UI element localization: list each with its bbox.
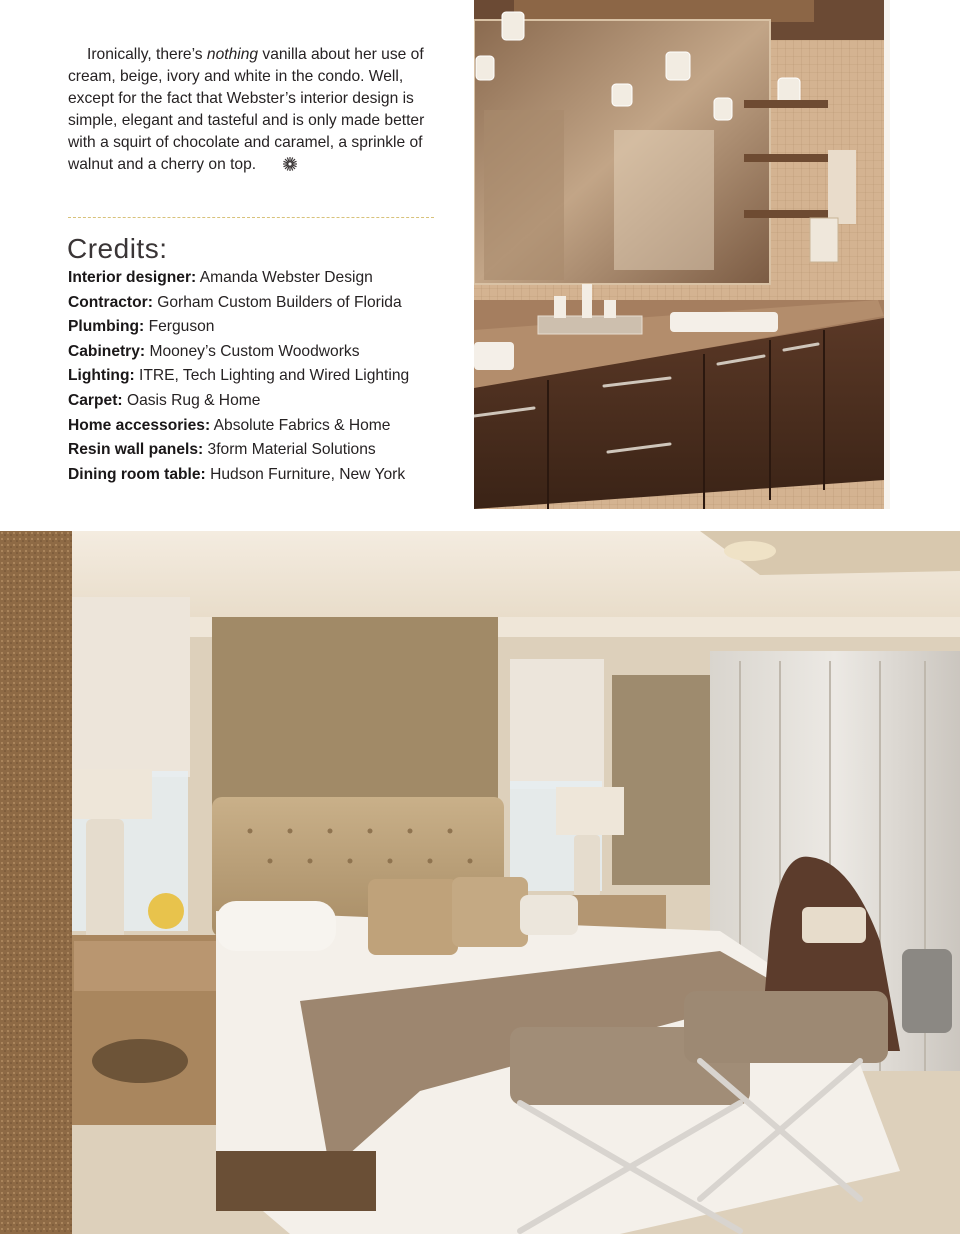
credit-item <box>68 364 468 389</box>
credit-value: Ferguson <box>148 318 215 336</box>
credit-label: Home accessories: <box>68 416 211 434</box>
credit-label: Cabinetry: <box>68 342 146 360</box>
credit-value: Absolute Fabrics & Home <box>213 416 391 434</box>
credits-list <box>68 266 468 487</box>
article-text-start: Ironically, there’s <box>87 46 207 63</box>
bedroom-photo <box>0 531 960 1234</box>
credit-label: Plumbing: <box>68 318 145 336</box>
credits-heading: Credits: <box>67 233 168 264</box>
bathroom-photo <box>474 0 890 509</box>
credit-item <box>68 315 468 340</box>
credit-value: Hudson Furniture, New York <box>210 465 406 483</box>
credit-value: Oasis Rug & Home <box>126 391 261 409</box>
credit-value: Amanda Webster Design <box>199 269 373 286</box>
credit-label: Resin wall panels: <box>68 441 204 459</box>
credit-value: Mooney’s Custom Woodworks <box>149 342 360 360</box>
credit-label: Dining room table: <box>68 465 206 483</box>
credit-item <box>68 463 468 488</box>
credit-label: Interior designer: <box>68 269 197 286</box>
section-divider <box>68 217 434 218</box>
credit-value: Gorham Custom Builders of Florida <box>157 293 402 311</box>
credit-label: Contractor: <box>68 293 153 311</box>
credit-label: Lighting: <box>68 367 135 385</box>
credit-item <box>68 266 468 291</box>
credit-item <box>68 438 468 463</box>
credit-label: Carpet: <box>68 391 123 409</box>
article-paragraph <box>68 44 440 176</box>
credit-item <box>68 389 468 414</box>
credit-item <box>68 414 468 439</box>
asterisk-burst-icon <box>264 156 278 170</box>
article-text-end: vanilla about her use of cream, beige, ivory and white in the condo. Well, except for the fact that Webster’s interior design is simple, elegant and tasteful and is only made better with a squirt of chocolate and caramel, a sprinkle of walnut and a cherry on top. <box>68 46 425 173</box>
credit-item <box>68 291 468 316</box>
article-emphasis: nothing <box>206 46 259 63</box>
credit-item <box>68 340 468 365</box>
credit-value: 3form Material Solutions <box>207 441 376 459</box>
article-paragraph-block <box>68 44 440 176</box>
credit-value: ITRE, Tech Lighting and Wired Lighting <box>139 367 410 385</box>
